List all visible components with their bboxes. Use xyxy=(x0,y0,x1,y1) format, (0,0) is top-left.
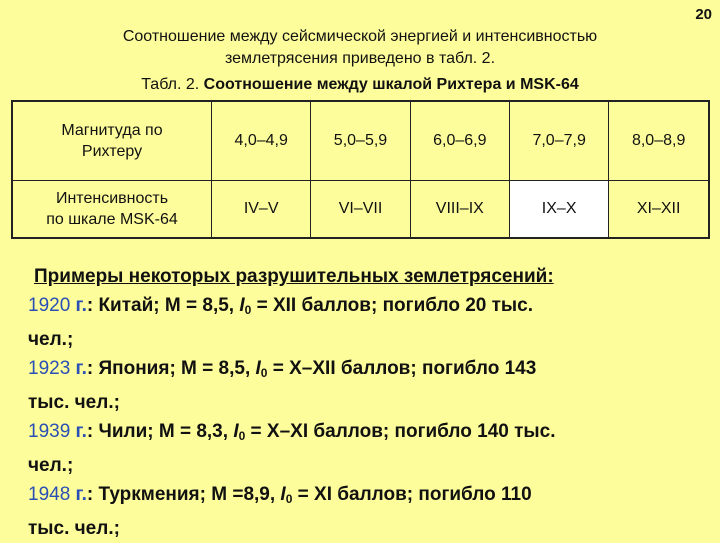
example-item xyxy=(28,291,708,325)
magnitude-cell: 5,0–5,9 xyxy=(311,101,410,181)
intensity-subscript: 0 xyxy=(238,429,246,443)
example-year-suffix: г. xyxy=(70,421,87,442)
table-row-magnitude xyxy=(12,101,709,181)
example-item-cont: чел.; xyxy=(28,329,74,350)
row-header-magnitude xyxy=(12,101,212,181)
example-text-end: = XII баллов; погибло 20 тыс. xyxy=(251,295,534,316)
example-year-suffix: г. xyxy=(70,295,87,316)
row-header-magnitude-line1: Магнитуда по xyxy=(61,122,163,139)
example-year: 1920 xyxy=(28,295,71,316)
intensity-cell: IV–V xyxy=(212,181,311,239)
magnitude-cell: 8,0–8,9 xyxy=(609,101,709,181)
example-item-cont: тыс. чел.; xyxy=(28,518,120,539)
example-year: 1923 xyxy=(28,358,71,379)
richter-msk-table xyxy=(11,100,710,239)
example-year-suffix: г. xyxy=(70,358,87,379)
example-year: 1939 xyxy=(28,421,71,442)
row-header-intensity-line1: Интенсивность xyxy=(55,190,169,207)
magnitude-cell: 6,0–6,9 xyxy=(410,101,509,181)
intro-text xyxy=(0,26,720,70)
intro-line-1: Соотношение между сейсмической энергией и интенсивностью xyxy=(122,28,598,45)
slide-number: 20 xyxy=(695,6,712,23)
intro-line-2: землетрясения приведено в табл. 2. xyxy=(224,50,496,67)
intensity-subscript: 0 xyxy=(244,303,252,317)
example-text-end: = X–XI баллов; погибло 140 тыс. xyxy=(245,421,556,442)
example-item xyxy=(28,480,708,514)
example-year: 1948 xyxy=(28,484,71,505)
example-item-cont: чел.; xyxy=(28,455,74,476)
example-text: : Туркмения; М =8,9, xyxy=(86,484,281,505)
intensity-cell: VI–VII xyxy=(311,181,410,239)
example-item xyxy=(28,354,708,388)
example-text: : Чили; М = 8,3, xyxy=(86,421,234,442)
table-caption xyxy=(0,74,720,96)
intensity-symbol: I xyxy=(255,358,261,379)
intensity-symbol: I xyxy=(239,295,245,316)
example-text: : Япония; М = 8,5, xyxy=(86,358,256,379)
intensity-subscript: 0 xyxy=(285,492,293,506)
intensity-cell: XI–XII xyxy=(609,181,709,239)
earthquake-examples xyxy=(28,262,708,543)
magnitude-cell: 7,0–7,9 xyxy=(509,101,608,181)
caption-title: Соотношение между шкалой Рихтера и MSK-64 xyxy=(203,76,579,93)
row-header-magnitude-line2: Рихтеру xyxy=(81,143,143,160)
examples-title: Примеры некоторых разрушительных землетрясений: xyxy=(34,266,554,287)
caption-prefix: Табл. 2. xyxy=(141,76,200,93)
row-header-intensity-line2: по шкале MSK-64 xyxy=(46,211,178,228)
magnitude-cell: 4,0–4,9 xyxy=(212,101,311,181)
example-text-end: = XI баллов; погибло 110 xyxy=(292,484,532,505)
intensity-cell: IX–X xyxy=(509,181,608,239)
intensity-symbol: I xyxy=(233,421,239,442)
example-text: : Китай; М = 8,5, xyxy=(86,295,240,316)
intensity-symbol: I xyxy=(280,484,286,505)
intensity-cell: VIII–IX xyxy=(410,181,509,239)
example-item xyxy=(28,417,708,451)
table-row-intensity xyxy=(12,181,709,239)
example-text-end: = X–XII баллов; погибло 143 xyxy=(267,358,537,379)
example-year-suffix: г. xyxy=(70,484,87,505)
row-header-intensity xyxy=(12,181,212,239)
intensity-subscript: 0 xyxy=(260,366,268,380)
example-item-cont: тыс. чел.; xyxy=(28,392,120,413)
